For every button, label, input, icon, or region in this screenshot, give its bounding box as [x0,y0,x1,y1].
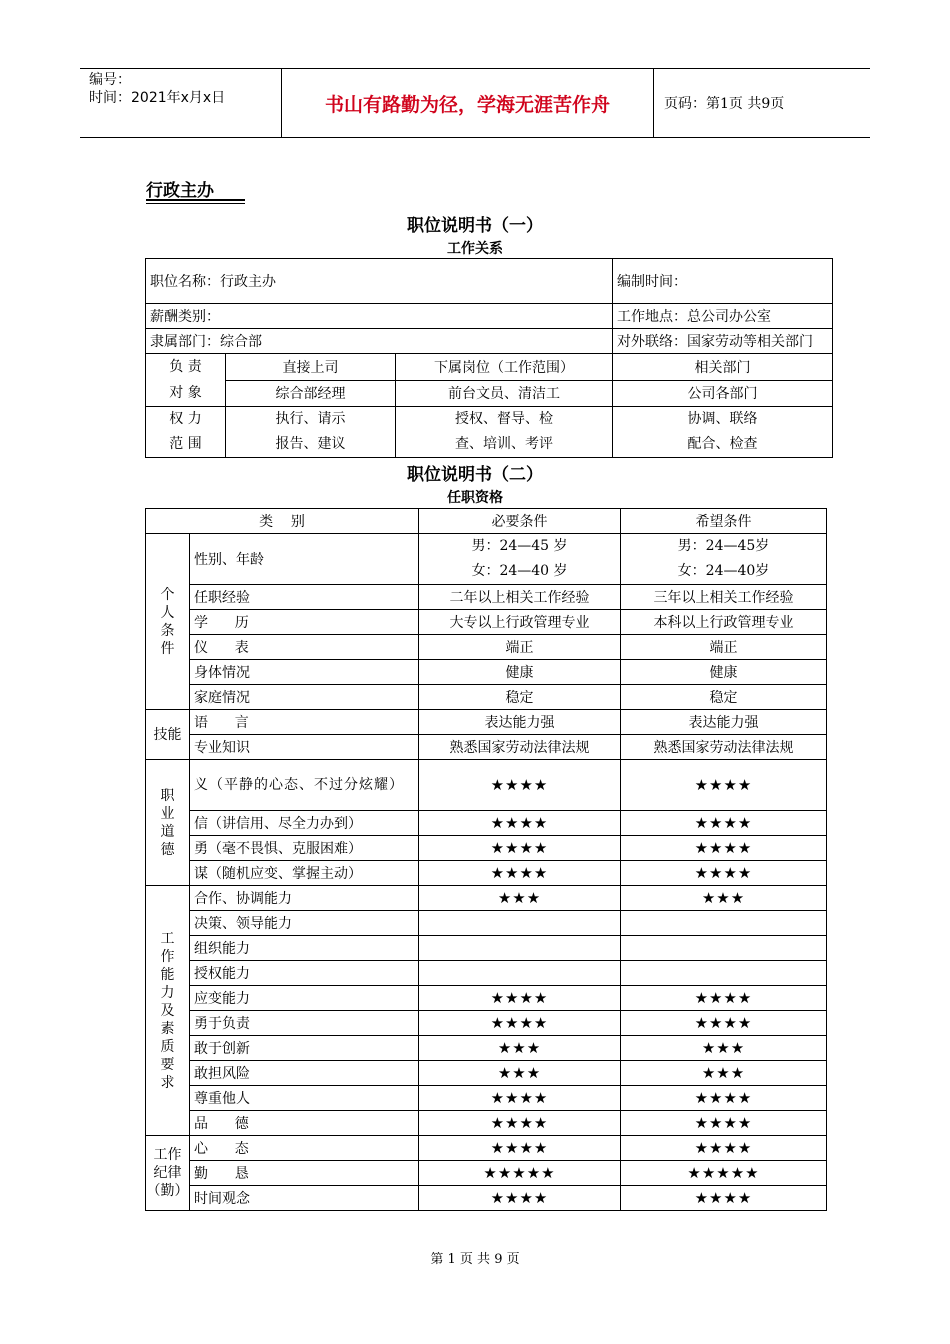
job-name-cell: 职位名称：行政主办 [146,259,613,304]
qual-item: 勤 恳 [190,1161,419,1186]
qual-row [146,585,827,610]
qual-item: 授权能力 [190,961,419,986]
desired-value: ★★★ [621,886,827,911]
required-value: ★★★★ [419,986,621,1011]
qual-row [146,710,827,735]
work-relations-table [145,258,833,458]
qual-item: 品 德 [190,1111,419,1136]
qual-item: 信（讲信用、尽全力办到） [190,811,419,836]
qual-item: 仪 表 [190,635,419,660]
desired-value [621,936,827,961]
desired-value: 熟悉国家劳动法律法规 [621,735,827,760]
responsibility-subordinate: 前台文员、清洁工 [396,380,613,407]
responsibility-label: 负 责 对 象 [146,354,226,407]
doc-number-label: 编号： [89,72,131,88]
qual-row [146,1061,827,1086]
col-header-superior: 直接上司 [226,354,396,381]
qual-item: 敢于创新 [190,1036,419,1061]
qual-row [146,760,827,811]
required-value [419,911,621,936]
section-title-underline-thin [146,203,245,204]
required-value: 端正 [419,635,621,660]
desired-value: ★★★★ [621,836,827,861]
desired-value: 三年以上相关工作经验 [621,585,827,610]
required-value: 熟悉国家劳动法律法规 [419,735,621,760]
desired-value: ★★★★ [621,811,827,836]
required-value: ★★★★ [419,1186,621,1211]
qual-item: 家庭情况 [190,685,419,710]
required-value: ★★★★ [419,1011,621,1036]
page-footer: 第 1 页 共 9 页 [430,1252,520,1267]
qual-item: 时间观念 [190,1186,419,1211]
qual-row [146,1161,827,1186]
qual-row [146,986,827,1011]
qual-row [146,1086,827,1111]
required-value: 稳定 [419,685,621,710]
qual-item: 性别、年龄 [190,534,419,585]
qual-row [146,735,827,760]
header-category: 类 别 [146,509,419,534]
qual-row [146,836,827,861]
qual-row [146,534,827,585]
qual-item: 勇于负责 [190,1011,419,1036]
authority-related: 协调、联络 配合、检查 [613,407,833,458]
qual-row [146,961,827,986]
desired-value [621,911,827,936]
qual-item: 决策、领导能力 [190,911,419,936]
required-value: ★★★★ [419,1086,621,1111]
col-header-subordinate: 下属岗位（工作范围） [396,354,613,381]
qual-row [146,886,827,911]
salary-type-cell: 薪酬类别： [146,304,613,329]
desired-value: 健康 [621,660,827,685]
qual-row [146,936,827,961]
qual-row [146,1011,827,1036]
qual-row [146,610,827,635]
authority-superior: 执行、请示 报告、建议 [226,407,396,458]
compile-time-cell: 编制时间： [613,259,833,304]
qual-row [146,1136,827,1161]
part1-title: 职位说明书（一） [407,216,543,236]
qual-item: 合作、协调能力 [190,886,419,911]
section-title-underline [146,199,245,201]
header-desired: 希望条件 [621,509,827,534]
department-cell: 隶属部门：综合部 [146,329,613,354]
page-header [80,68,870,138]
required-value: ★★★★★ [419,1161,621,1186]
required-value: ★★★★ [419,811,621,836]
qual-item: 学 历 [190,610,419,635]
part2-subtitle: 任职资格 [447,490,503,506]
qual-item: 语 言 [190,710,419,735]
section-title: 行政主办 [146,181,214,201]
desired-value: ★★★★ [621,1186,827,1211]
qual-item: 身体情况 [190,660,419,685]
desired-value: 男：24—45岁 女：24—40岁 [621,534,827,585]
desired-value: ★★★★ [621,1136,827,1161]
qual-row [146,635,827,660]
required-value: ★★★ [419,1061,621,1086]
external-contact-cell: 对外联络：国家劳动等相关部门 [613,329,833,354]
qual-item: 专业知识 [190,735,419,760]
required-value: 大专以上行政管理专业 [419,610,621,635]
desired-value: ★★★★ [621,1011,827,1036]
desired-value: 端正 [621,635,827,660]
desired-value: ★★★★ [621,1111,827,1136]
group-label: 工 作 能 力 及 素 质 要 求 [146,886,190,1136]
desired-value: ★★★ [621,1036,827,1061]
desired-value: ★★★★ [621,861,827,886]
required-value: ★★★★ [419,861,621,886]
desired-value [621,961,827,986]
qual-item: 任职经验 [190,585,419,610]
responsibility-superior: 综合部经理 [226,380,396,407]
qual-item: 尊重他人 [190,1086,419,1111]
header-motto: 书山有路勤为径，学海无涯苦作舟 [282,69,654,137]
group-label: 个 人 条 件 [146,534,190,710]
desired-value: ★★★★ [621,986,827,1011]
qual-item: 组织能力 [190,936,419,961]
qual-row [146,685,827,710]
desired-value: ★★★ [621,1061,827,1086]
part1-subtitle: 工作关系 [447,241,503,257]
desired-value: 稳定 [621,685,827,710]
required-value: ★★★★ [419,1136,621,1161]
qual-item: 义（平静的心态、不过分炫耀） [190,760,419,811]
required-value [419,961,621,986]
qual-row [146,911,827,936]
header-required: 必要条件 [419,509,621,534]
qual-row [146,1186,827,1211]
required-value: 健康 [419,660,621,685]
desired-value: ★★★★ [621,760,827,811]
header-page-info: 页码：第1页 共9页 [664,96,785,112]
desired-value: 表达能力强 [621,710,827,735]
qualifications-table [145,508,827,1211]
qual-item: 应变能力 [190,986,419,1011]
required-value: ★★★★ [419,760,621,811]
desired-value: ★★★★★ [621,1161,827,1186]
responsibility-related: 公司各部门 [613,380,833,407]
qual-item: 勇（毫不畏惧、克服困难） [190,836,419,861]
required-value: 男：24—45 岁 女：24—40 岁 [419,534,621,585]
qual-row [146,1111,827,1136]
doc-time-label: 时间：2021年x月x日 [89,90,226,106]
qual-row [146,861,827,886]
required-value: ★★★ [419,886,621,911]
desired-value: 本科以上行政管理专业 [621,610,827,635]
qual-item: 心 态 [190,1136,419,1161]
group-label: 职 业 道 德 [146,760,190,886]
authority-label: 权 力 范 围 [146,407,226,458]
required-value: ★★★★ [419,836,621,861]
required-value: ★★★★ [419,1111,621,1136]
work-place-cell: 工作地点：总公司办公室 [613,304,833,329]
qual-row [146,811,827,836]
group-label: 技能 [146,710,190,760]
required-value: 表达能力强 [419,710,621,735]
col-header-related: 相关部门 [613,354,833,381]
part2-title: 职位说明书（二） [407,465,543,485]
group-label: 工作 纪律 （勤） [146,1136,190,1211]
required-value: 二年以上相关工作经验 [419,585,621,610]
authority-subordinate: 授权、督导、检 查、培训、考评 [396,407,613,458]
qual-item: 敢担风险 [190,1061,419,1086]
desired-value: ★★★★ [621,1086,827,1111]
qual-row [146,660,827,685]
qual-item: 谋（随机应变、掌握主动） [190,861,419,886]
required-value [419,936,621,961]
qual-row [146,1036,827,1061]
header-meta [80,69,282,137]
required-value: ★★★ [419,1036,621,1061]
